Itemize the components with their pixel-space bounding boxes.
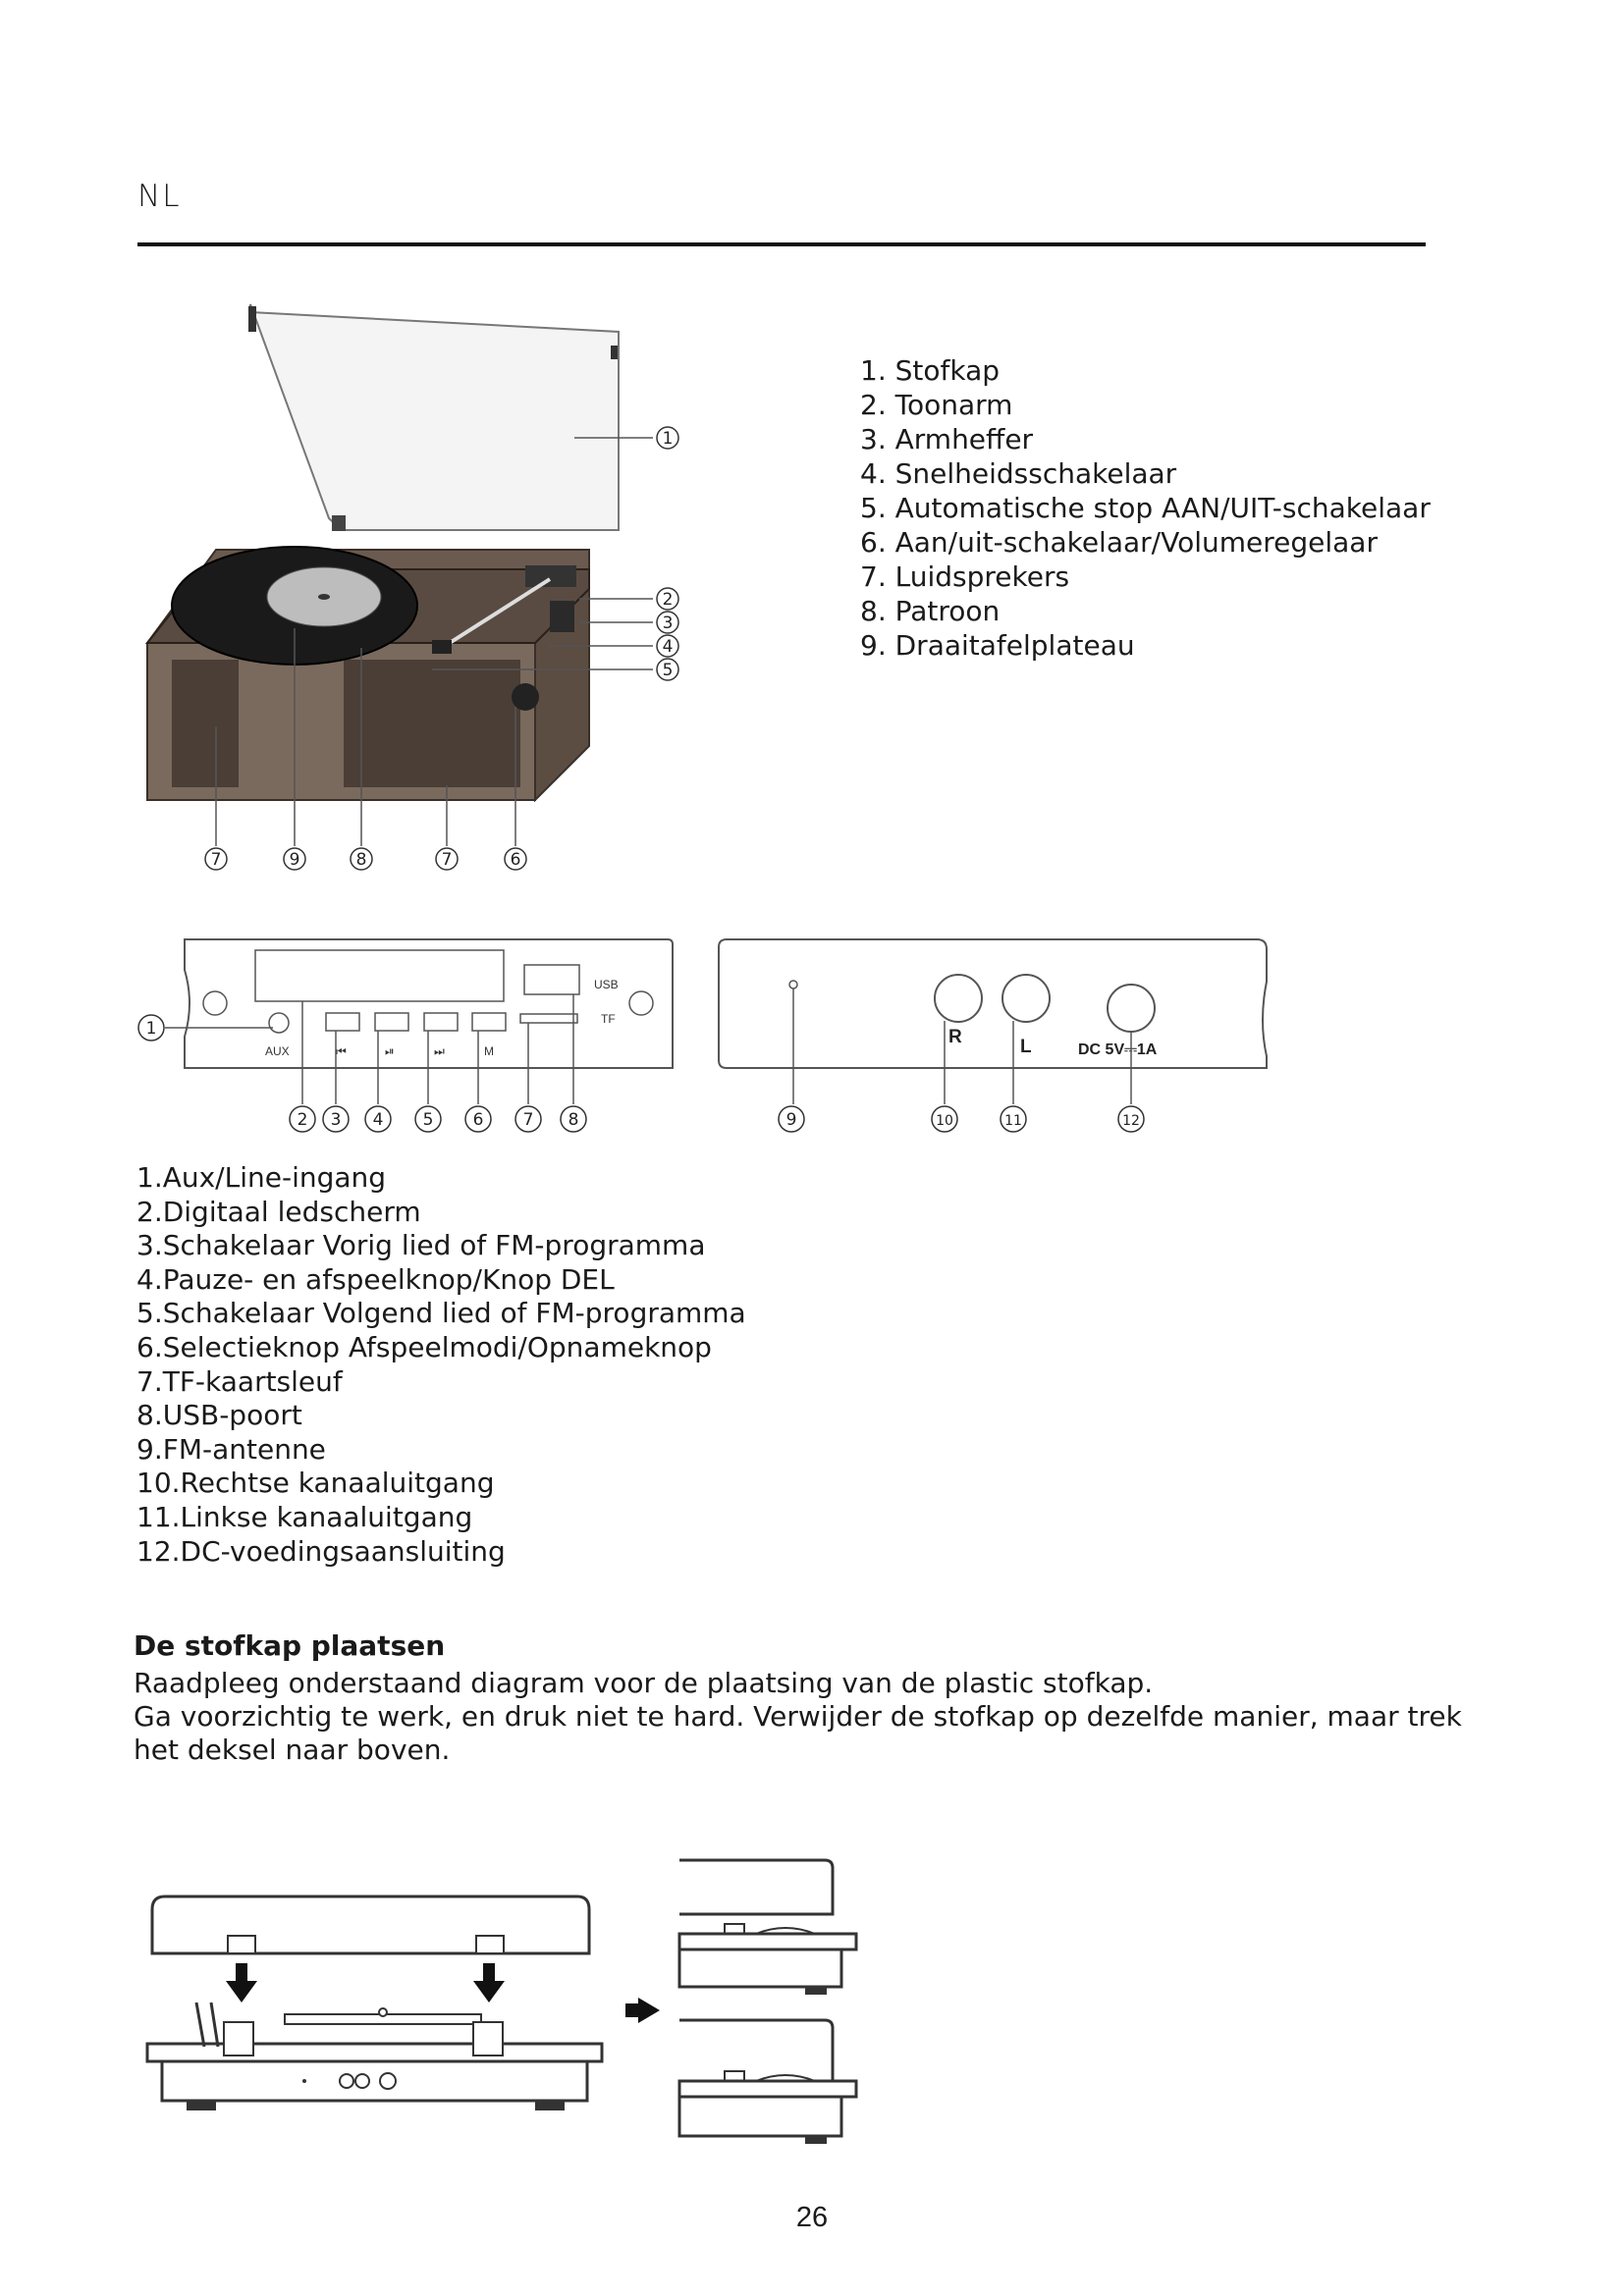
svg-text:9: 9	[785, 1110, 797, 1130]
list-item: 6. Aan/uit-schakelaar/Volumeregelaar	[860, 526, 1378, 559]
svg-text:7: 7	[441, 850, 453, 870]
svg-text:5: 5	[422, 1110, 434, 1130]
list-item: 5. Automatische stop AAN/UIT-schakelaar	[860, 492, 1431, 524]
svg-text:7: 7	[522, 1110, 534, 1130]
front-callout-3	[323, 1106, 349, 1132]
list-item: 11.Linkse kanaaluitgang	[136, 1500, 473, 1533]
list-item: 1.Aux/Line-ingang	[136, 1161, 387, 1194]
svg-text:1: 1	[662, 429, 674, 449]
section-title: De stofkap plaatsen	[134, 1629, 446, 1662]
svg-text:⏯: ⏯	[385, 1044, 395, 1058]
svg-text:12: 12	[1122, 1113, 1140, 1129]
list-item: 4.Pauze- en afspeelknop/Knop DEL	[136, 1262, 615, 1296]
list-item: 5.Schakelaar Volgend lied of FM-programma	[136, 1297, 746, 1330]
list-item: 4. Snelheidsschakelaar	[860, 457, 1177, 490]
parts-list	[860, 353, 1431, 663]
svg-text:8: 8	[568, 1110, 579, 1130]
list-item: 8. Patroon	[860, 595, 1001, 627]
svg-text:6: 6	[472, 1110, 484, 1130]
svg-text:1: 1	[145, 1019, 157, 1039]
page-number: 26	[795, 2202, 829, 2233]
list-item: 2.Digitaal ledscherm	[136, 1195, 421, 1228]
svg-text:3: 3	[330, 1110, 342, 1130]
list-item: 6.Selectieknop Afspeelmodi/Opnameknop	[136, 1330, 712, 1363]
svg-text:9: 9	[289, 850, 300, 870]
list-item: 1. Stofkap	[860, 354, 1001, 387]
callout-5	[657, 659, 678, 680]
list-item: 7.TF-kaartsleuf	[136, 1364, 343, 1398]
list-item: 8.USB-poort	[136, 1399, 302, 1432]
svg-text:USB: USB	[594, 978, 619, 991]
list-item: 3.Schakelaar Vorig lied of FM-programma	[136, 1229, 706, 1262]
svg-text:R: R	[948, 1027, 962, 1047]
paragraph: Ga voorzichtig te werk, en druk niet te hard. Verwijder de stofkap op dezelfde manier, maar trek het deksel naar boven.	[134, 1700, 1462, 1766]
callout-4	[657, 635, 678, 657]
rear-panel-diagram	[719, 939, 1267, 1104]
paragraph: Raadpleeg onderstaand diagram voor de plaatsing van de plastic stofkap.	[134, 1667, 1154, 1699]
callout-2	[657, 588, 678, 610]
front-callout-2	[290, 1106, 315, 1132]
front-callout-7	[515, 1106, 541, 1132]
svg-text:L: L	[1020, 1037, 1032, 1057]
rear-callout-10	[932, 1106, 957, 1132]
callout-6	[505, 848, 526, 870]
svg-text:⏮: ⏮	[336, 1044, 347, 1058]
language-label: NL	[137, 179, 182, 214]
list-item: 9.FM-antenne	[136, 1432, 326, 1466]
list-item: 7. Luidsprekers	[860, 561, 1070, 593]
svg-text:M: M	[484, 1044, 494, 1058]
front-callout-5	[415, 1106, 441, 1132]
svg-text:8: 8	[355, 850, 367, 870]
front-callout-6	[465, 1106, 491, 1132]
svg-text:2: 2	[297, 1110, 308, 1130]
svg-text:AUX: AUX	[265, 1044, 290, 1058]
list-item: 2. Toonarm	[860, 389, 1013, 421]
front-callout-8	[561, 1106, 586, 1132]
list-item: 10.Rechtse kanaaluitgang	[136, 1467, 495, 1500]
svg-text:5: 5	[662, 661, 674, 680]
svg-text:11: 11	[1004, 1113, 1022, 1129]
front-callout-1	[138, 1015, 164, 1041]
svg-text:4: 4	[372, 1110, 384, 1130]
svg-text:2: 2	[662, 590, 674, 610]
svg-text:3: 3	[662, 614, 674, 633]
rear-callout-9	[779, 1106, 804, 1132]
callout-7-right	[436, 848, 458, 870]
list-item: 9. Draaitafelplateau	[860, 629, 1135, 662]
svg-text:TF: TF	[601, 1012, 616, 1026]
panel-legend	[136, 1161, 746, 1569]
front-callout-4	[365, 1106, 391, 1132]
svg-text:6: 6	[510, 850, 521, 870]
rear-callout-12	[1118, 1106, 1144, 1132]
rear-callout-11	[1001, 1106, 1026, 1132]
svg-text:7: 7	[210, 850, 222, 870]
svg-text:DC 5V⎓1A: DC 5V⎓1A	[1078, 1041, 1158, 1058]
dust-cover-placement-diagram	[147, 1860, 856, 2144]
list-item: 12.DC-voedingsaansluiting	[136, 1534, 506, 1568]
callout-9	[284, 848, 305, 870]
callout-1	[657, 427, 678, 449]
svg-text:⏭: ⏭	[434, 1044, 445, 1058]
callout-7-left	[205, 848, 227, 870]
callout-8	[351, 848, 372, 870]
svg-text:4: 4	[662, 637, 674, 657]
front-panel-diagram	[165, 939, 673, 1104]
svg-text:10: 10	[936, 1113, 953, 1129]
list-item: 3. Armheffer	[860, 423, 1034, 455]
callout-3	[657, 612, 678, 633]
